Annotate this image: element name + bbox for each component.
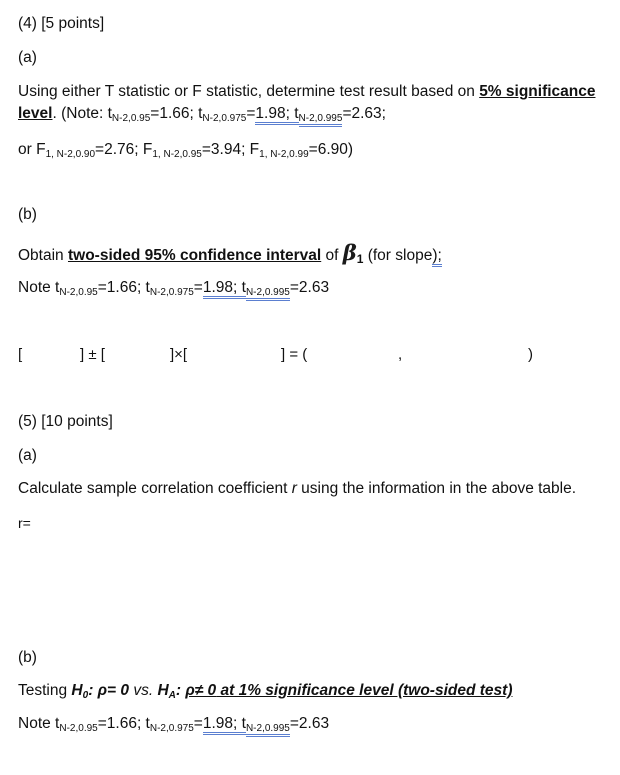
note-gap: t xyxy=(237,715,246,735)
note-sub-975: N-2,0.975 xyxy=(149,287,194,298)
q4-b-note xyxy=(18,278,329,298)
ci-comma: , xyxy=(398,346,403,363)
ci-open-bracket: [ xyxy=(18,346,23,363)
h0-label: H xyxy=(71,682,83,699)
beta-subscript: 1 xyxy=(356,252,364,266)
h0-expression: ρ= 0 xyxy=(97,682,130,699)
ha-expression: ρ≠ 0 xyxy=(185,682,217,699)
q5-part-a-label: (a) xyxy=(18,447,37,464)
ci-times: ]×[ xyxy=(170,346,188,363)
note-sub-95: N-2,0.95 xyxy=(59,723,98,734)
vs-label: vs. xyxy=(129,682,158,699)
q4-a-instruction-line2 xyxy=(18,104,386,124)
f-sub-90: 1, N-2,0.90 xyxy=(45,149,96,160)
t-sub-995: N-2,0.995 xyxy=(299,113,343,127)
t-val-995: =2.63; xyxy=(342,105,386,122)
f-sub-95: 1, N-2,0.95 xyxy=(152,149,202,160)
t-val-95: =1.66; t xyxy=(150,105,203,122)
q4-a-text: Using either T statistic or F statistic, determine test result based on xyxy=(18,83,480,100)
q4-b-ci-label: two-sided 95% confidence interval xyxy=(67,247,322,264)
t-sub-975: N-2,0.975 xyxy=(202,113,247,124)
note-prefix: Note t xyxy=(18,715,60,732)
note-prefix: Note t xyxy=(18,279,60,296)
f-val-90: =2.76; F xyxy=(95,141,153,158)
t-sub-95: N-2,0.95 xyxy=(111,113,151,124)
q4-b-obtain: Obtain xyxy=(18,247,68,264)
q4-b-slope-end: ); xyxy=(432,247,441,267)
ha-colon: : xyxy=(175,682,186,699)
ci-plus-minus: ] ± [ xyxy=(80,346,105,363)
q4-header: (4) [5 points] xyxy=(18,15,105,32)
note-sub-995: N-2,0.995 xyxy=(246,287,290,301)
q5-part-b-label: (b) xyxy=(18,649,37,666)
h0-sub: 0 xyxy=(82,690,89,701)
f-val-99: =6.90) xyxy=(308,141,354,158)
note-val-95: =1.66; t xyxy=(97,279,150,296)
q4-a-significance: 5% significance xyxy=(479,83,596,100)
q4-b-instruction xyxy=(18,240,442,266)
ci-equals: ] = ( xyxy=(281,346,308,363)
ci-close-paren: ) xyxy=(528,346,533,363)
q4-a-instruction-line1 xyxy=(18,82,595,102)
q4-b-slope: (for slope xyxy=(363,247,433,264)
q5-header: (5) [10 points] xyxy=(18,413,113,430)
note-val-975: 1.98; xyxy=(203,715,237,735)
note-sub-95: N-2,0.95 xyxy=(59,287,98,298)
q5-a-text-end: using the information in the above table. xyxy=(296,480,577,497)
f-prefix: or F xyxy=(18,141,46,158)
note-sub-975: N-2,0.975 xyxy=(149,723,194,734)
q5-b-hypothesis xyxy=(18,681,513,701)
q4-a-level: level xyxy=(18,105,53,122)
q5-a-instruction xyxy=(18,479,576,499)
note-val-995: =2.63 xyxy=(289,715,330,732)
q4-part-b-label: (b) xyxy=(18,206,37,223)
h0-colon: : xyxy=(88,682,98,699)
q4-part-a-label: (a) xyxy=(18,49,37,66)
t-gap: t xyxy=(290,105,299,125)
q5-a-text: Calculate sample correlation coefficient xyxy=(18,480,292,497)
note-val-95: =1.66; t xyxy=(97,715,150,732)
ha-sub: A xyxy=(168,690,176,701)
note-val-975: 1.98; xyxy=(203,279,237,299)
test-level: at 1% significance level (two-sided test) xyxy=(216,682,513,699)
beta-symbol: β xyxy=(342,240,357,265)
q5-a-r: r xyxy=(291,480,297,497)
f-sub-99: 1, N-2,0.99 xyxy=(259,149,309,160)
testing-label: Testing xyxy=(18,682,72,699)
note-eq-975: = xyxy=(193,279,203,296)
q4-a-note-start: . (Note: t xyxy=(52,105,112,122)
r-answer-label: r= xyxy=(18,515,31,531)
ha-label: H xyxy=(157,682,169,699)
q4-b-of: of xyxy=(321,247,343,264)
note-gap: t xyxy=(237,279,246,299)
note-val-995: =2.63 xyxy=(289,279,330,296)
t-val-975: 1.98; xyxy=(255,105,289,125)
q4-f-values xyxy=(18,140,353,160)
note-eq-975: = xyxy=(193,715,203,732)
q5-b-note xyxy=(18,714,329,734)
note-sub-995: N-2,0.995 xyxy=(246,723,290,737)
t-eq-975: = xyxy=(246,105,256,122)
f-val-95: =3.94; F xyxy=(201,141,260,158)
